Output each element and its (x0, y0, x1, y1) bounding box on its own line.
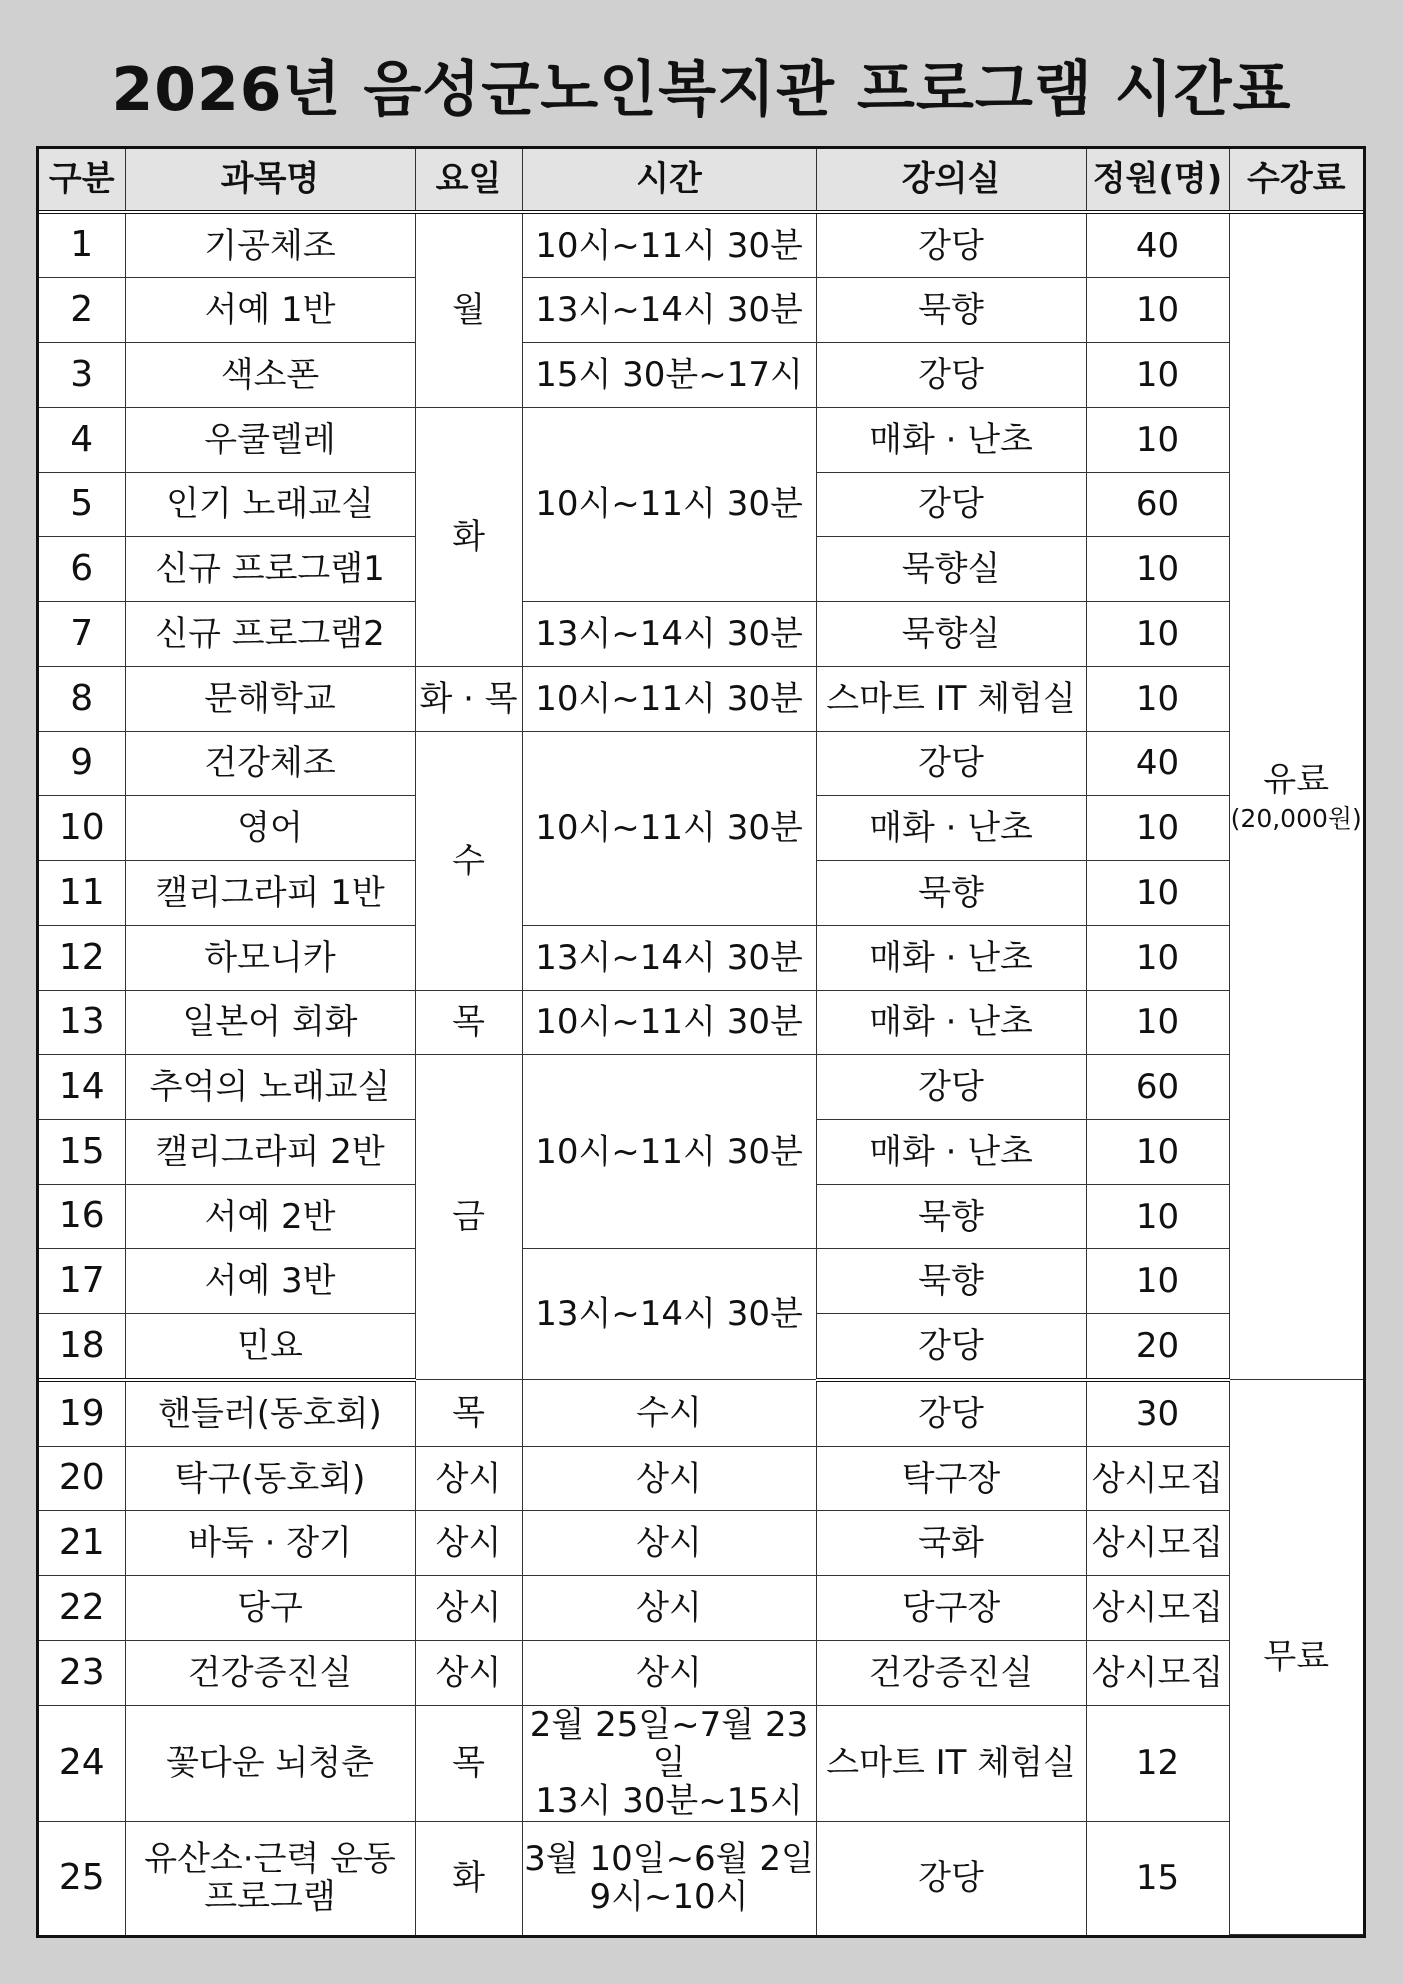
room-cell: 강당 (816, 472, 1086, 537)
time-cell: 10시~11시 30분 (522, 990, 816, 1055)
capacity-cell: 10 (1086, 1120, 1229, 1185)
row-number: 9 (39, 731, 125, 796)
table-row (39, 602, 1363, 667)
row-number: 20 (39, 1446, 125, 1511)
page-title: 2026년 음성군노인복지관 프로그램 시간표 (111, 55, 1292, 125)
capacity-cell: 10 (1086, 407, 1229, 472)
day-cell: 상시 (415, 1511, 522, 1576)
subject-name: 꽃다운 뇌청춘 (125, 1705, 415, 1822)
subject-name: 우쿨렐레 (125, 407, 415, 472)
capacity-cell: 10 (1086, 925, 1229, 990)
room-cell: 강당 (816, 1822, 1086, 1935)
header-capacity: 정원(명) (1086, 149, 1229, 212)
capacity-cell: 10 (1086, 537, 1229, 602)
subject-name: 기공체조 (125, 212, 415, 278)
time-cell: 10시~11시 30분 (522, 212, 816, 278)
room-cell: 매화 · 난초 (816, 796, 1086, 861)
capacity-cell: 12 (1086, 1705, 1229, 1822)
header-subject: 과목명 (125, 149, 415, 212)
room-cell: 국화 (816, 1511, 1086, 1576)
row-number: 17 (39, 1249, 125, 1314)
subject-name: 인기 노래교실 (125, 472, 415, 537)
table-row (39, 1640, 1363, 1705)
time-cell: 10시~11시 30분 (522, 407, 816, 601)
capacity-cell: 60 (1086, 1055, 1229, 1120)
subject-name: 핸들러(동호회) (125, 1380, 415, 1446)
table-row (39, 278, 1363, 343)
room-cell: 강당 (816, 212, 1086, 278)
row-number: 2 (39, 278, 125, 343)
room-cell: 강당 (816, 1314, 1086, 1380)
fee-paid-amount: (20,000원) (1230, 803, 1362, 833)
room-cell: 강당 (816, 1055, 1086, 1120)
capacity-cell: 10 (1086, 796, 1229, 861)
subject-name: 하모니카 (125, 925, 415, 990)
row-number: 3 (39, 343, 125, 408)
table-row (39, 731, 1363, 796)
table-row (39, 666, 1363, 731)
row-number: 1 (39, 212, 125, 278)
subject-name: 건강증진실 (125, 1640, 415, 1705)
time-cell: 상시 (522, 1446, 816, 1511)
day-cell: 화 · 목 (415, 666, 522, 731)
table-row (39, 1511, 1363, 1576)
row-number: 19 (39, 1380, 125, 1446)
day-cell: 상시 (415, 1446, 522, 1511)
time-cell: 15시 30분~17시 (522, 343, 816, 408)
capacity-cell: 상시모집 (1086, 1640, 1229, 1705)
subject-name: 추억의 노래교실 (125, 1055, 415, 1120)
room-cell: 매화 · 난초 (816, 925, 1086, 990)
time-cell: 10시~11시 30분 (522, 731, 816, 925)
row-number: 16 (39, 1184, 125, 1249)
day-cell: 화 (415, 1822, 522, 1935)
fee-free-cell: 무료 (1229, 1380, 1363, 1935)
room-cell: 건강증진실 (816, 1640, 1086, 1705)
capacity-cell: 30 (1086, 1380, 1229, 1446)
time-cell: 13시~14시 30분 (522, 925, 816, 990)
subject-name: 문해학교 (125, 666, 415, 731)
table-row (39, 925, 1363, 990)
room-cell: 강당 (816, 1380, 1086, 1446)
day-cell: 수 (415, 731, 522, 990)
day-cell: 상시 (415, 1576, 522, 1641)
header-room: 강의실 (816, 149, 1086, 212)
time-cell: 10시~11시 30분 (522, 666, 816, 731)
row-number: 13 (39, 990, 125, 1055)
subject-name: 색소폰 (125, 343, 415, 408)
row-number: 10 (39, 796, 125, 861)
table-row (39, 407, 1363, 472)
header-fee: 수강료 (1229, 149, 1363, 212)
capacity-cell: 상시모집 (1086, 1446, 1229, 1511)
time-cell: 상시 (522, 1576, 816, 1641)
room-cell: 탁구장 (816, 1446, 1086, 1511)
header-no: 구분 (39, 149, 125, 212)
table-row (39, 1249, 1363, 1314)
row-number: 15 (39, 1120, 125, 1185)
capacity-cell: 10 (1086, 1184, 1229, 1249)
subject-name: 바둑 · 장기 (125, 1511, 415, 1576)
day-cell: 목 (415, 990, 522, 1055)
time-cell (522, 1705, 816, 1822)
capacity-cell: 10 (1086, 990, 1229, 1055)
capacity-cell: 10 (1086, 602, 1229, 667)
room-cell: 묵향 (816, 861, 1086, 926)
room-cell: 매화 · 난초 (816, 407, 1086, 472)
room-cell: 매화 · 난초 (816, 990, 1086, 1055)
time-hours: 13시 30분~15시 (535, 1781, 803, 1822)
header-row (39, 149, 1363, 212)
room-cell: 당구장 (816, 1576, 1086, 1641)
day-cell: 목 (415, 1705, 522, 1822)
time-cell: 상시 (522, 1640, 816, 1705)
table-row (39, 1576, 1363, 1641)
capacity-cell: 20 (1086, 1314, 1229, 1380)
subject-name: 유산소·근력 운동 프로그램 (125, 1822, 415, 1935)
table-row (39, 1705, 1363, 1822)
subject-name: 캘리그라피 1반 (125, 861, 415, 926)
fee-paid-label: 유료 (1263, 759, 1330, 800)
subject-name: 신규 프로그램1 (125, 537, 415, 602)
subject-name: 탁구(동호회) (125, 1446, 415, 1511)
row-number: 23 (39, 1640, 125, 1705)
table-row (39, 212, 1363, 278)
subject-name: 영어 (125, 796, 415, 861)
capacity-cell: 10 (1086, 343, 1229, 408)
table-row (39, 1380, 1363, 1446)
capacity-cell: 상시모집 (1086, 1511, 1229, 1576)
row-number: 24 (39, 1705, 125, 1822)
capacity-cell: 10 (1086, 666, 1229, 731)
subject-name: 건강체조 (125, 731, 415, 796)
subject-name: 민요 (125, 1314, 415, 1380)
capacity-cell: 40 (1086, 212, 1229, 278)
capacity-cell: 상시모집 (1086, 1576, 1229, 1641)
time-cell: 13시~14시 30분 (522, 278, 816, 343)
subject-name: 캘리그라피 2반 (125, 1120, 415, 1185)
day-cell: 화 (415, 407, 522, 666)
row-number: 7 (39, 602, 125, 667)
fee-paid-cell (1229, 212, 1363, 1380)
time-cell: 13시~14시 30분 (522, 1249, 816, 1380)
subject-name: 서예 2반 (125, 1184, 415, 1249)
room-cell: 묵향실 (816, 602, 1086, 667)
subject-name: 서예 3반 (125, 1249, 415, 1314)
capacity-cell: 60 (1086, 472, 1229, 537)
day-cell: 금 (415, 1055, 522, 1380)
table-row (39, 343, 1363, 408)
room-cell: 스마트 IT 체험실 (816, 666, 1086, 731)
row-number: 12 (39, 925, 125, 990)
row-number: 6 (39, 537, 125, 602)
row-number: 11 (39, 861, 125, 926)
subject-name: 신규 프로그램2 (125, 602, 415, 667)
row-number: 14 (39, 1055, 125, 1120)
room-cell: 강당 (816, 731, 1086, 796)
row-number: 4 (39, 407, 125, 472)
table-row (39, 990, 1363, 1055)
day-cell: 월 (415, 212, 522, 408)
table-row (39, 1446, 1363, 1511)
time-period: 2월 25일~7월 23일 (529, 1705, 809, 1784)
schedule-table-frame (36, 146, 1366, 1938)
capacity-cell: 40 (1086, 731, 1229, 796)
capacity-cell: 10 (1086, 1249, 1229, 1314)
day-cell: 상시 (415, 1640, 522, 1705)
capacity-cell: 15 (1086, 1822, 1229, 1935)
row-number: 21 (39, 1511, 125, 1576)
room-cell: 묵향 (816, 1184, 1086, 1249)
subject-name: 서예 1반 (125, 278, 415, 343)
room-cell: 매화 · 난초 (816, 1120, 1086, 1185)
room-cell: 스마트 IT 체험실 (816, 1705, 1086, 1822)
row-number: 18 (39, 1314, 125, 1380)
day-cell: 목 (415, 1380, 522, 1446)
table-row (39, 1822, 1363, 1935)
room-cell: 묵향 (816, 278, 1086, 343)
row-number: 22 (39, 1576, 125, 1641)
time-hours: 9시~10시 (589, 1877, 749, 1918)
capacity-cell: 10 (1086, 861, 1229, 926)
time-period: 3월 10일~6월 2일 (524, 1839, 814, 1880)
room-cell: 강당 (816, 343, 1086, 408)
room-cell: 묵향 (816, 1249, 1086, 1314)
room-cell: 묵향실 (816, 537, 1086, 602)
row-number: 5 (39, 472, 125, 537)
time-cell: 10시~11시 30분 (522, 1055, 816, 1249)
time-cell: 13시~14시 30분 (522, 602, 816, 667)
subject-name: 당구 (125, 1576, 415, 1641)
subject-name: 일본어 회화 (125, 990, 415, 1055)
row-number: 8 (39, 666, 125, 731)
time-cell (522, 1822, 816, 1935)
time-cell: 수시 (522, 1380, 816, 1446)
capacity-cell: 10 (1086, 278, 1229, 343)
table-row (39, 1055, 1363, 1120)
header-time: 시간 (522, 149, 816, 212)
row-number: 25 (39, 1822, 125, 1935)
time-cell: 상시 (522, 1511, 816, 1576)
header-day: 요일 (415, 149, 522, 212)
schedule-table (39, 149, 1363, 1935)
